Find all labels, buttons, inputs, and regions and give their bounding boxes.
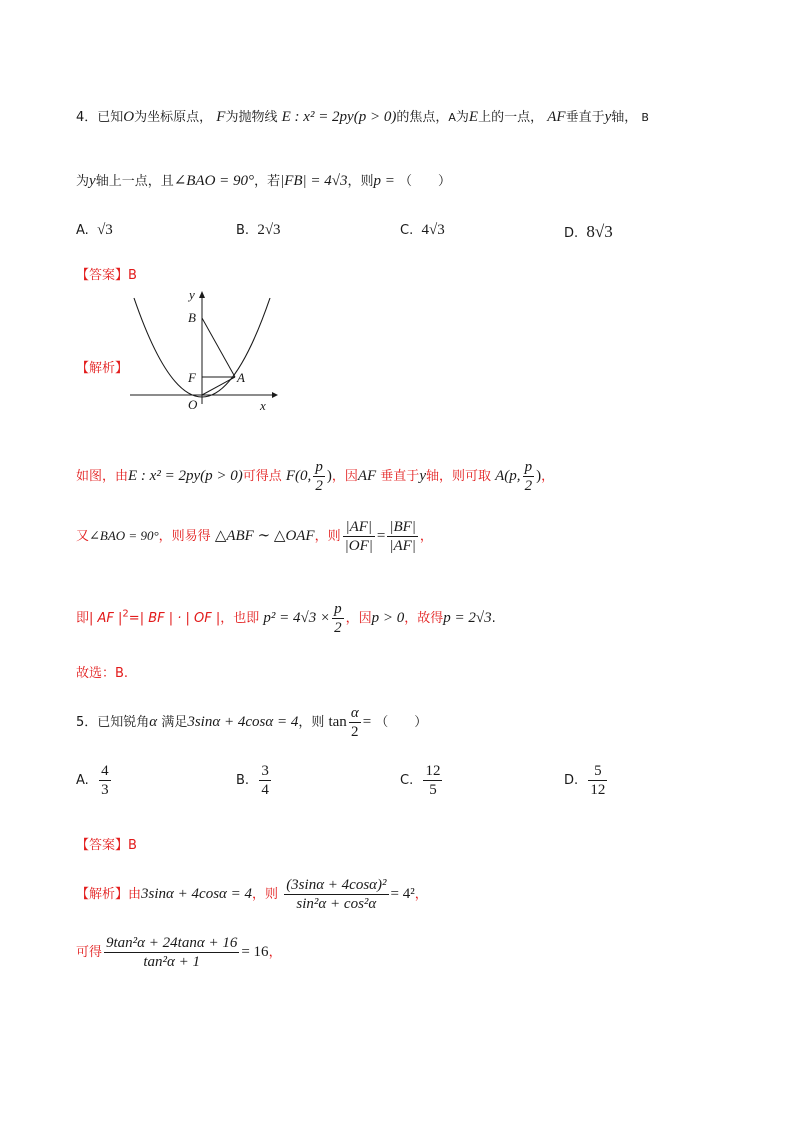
q5-option-b: B. $\frac{3}{4}$ (236, 763, 269, 798)
label-a: A (237, 370, 245, 385)
q4-solution-1: 如图，由E : x² = 2py(p > 0)可得点 F(0, $\frac{p}{2}$ )，因AF 垂直于y轴，则可取 A(p, $\frac{p}{2}$ )， (76, 459, 555, 494)
label-y: y (189, 287, 195, 302)
q4-line-2: 为y轴上一点，且∠BAO = 90°，若|FB| = 4√3，则p = （ ） (76, 173, 452, 189)
q4-answer: 【答案】B (76, 268, 137, 283)
q4-analysis-tag: 【解析】 (76, 361, 129, 376)
label-o: O (188, 397, 198, 412)
segment-ba (202, 318, 235, 377)
segment-oa (202, 377, 235, 395)
q4-option-d: D. 8√3 (564, 222, 613, 241)
x-axis-arrow (272, 392, 278, 398)
q4-choose: 故选：B. (76, 666, 129, 681)
q5-line-1: 5．已知锐角α 满足3sinα + 4cosα = 4，则 tan $\frac{\alpha}{2}$ = （ ） (76, 705, 428, 740)
q4-blank: （ ） (399, 174, 452, 189)
q4-option-c: C. 4√3 (400, 222, 445, 238)
q4-parabola-equation: E : x² = 2py(p > 0) (281, 109, 397, 125)
q4-line-1: 4．已知O为坐标原点， F为抛物线 E : x² = 2py(p > 0)的焦点，A为E上的一点， AF垂直于y轴， B (76, 109, 649, 125)
label-x: x (260, 398, 266, 413)
q4-option-a: A. √3 (76, 222, 113, 238)
q4-angle: ∠BAO = 90° (173, 173, 255, 189)
q4-number: 4． (76, 110, 98, 125)
label-f: F (188, 370, 196, 385)
q5-solution-1: 【解析】由3sinα + 4cosα = 4，则 $\frac{\text{(3sinα + 4cosα)²}}{\text{sin²α + cos²α}}$ = 4²， (76, 877, 428, 912)
q4-solution-2: 又∠BAO = 90°，则易得 △ABF ∼ △OAF，则 $\frac{|AF|}{|OF|}$ = $\frac{|BF|}{|AF|}$ ， (76, 519, 433, 554)
q5-answer: 【答案】B (76, 838, 137, 853)
parabola-figure (126, 286, 286, 414)
q5-number: 5． (76, 715, 98, 730)
q5-equation: 3sinα + 4cosα = 4 (187, 714, 299, 730)
q5-solution-2: 可得 $\frac{\text{9tan²α + 24tanα + 16}}{\text{tan²α + 1}}$ = 16， (76, 935, 282, 970)
y-axis-arrow (199, 291, 205, 298)
label-b: B (188, 310, 196, 325)
q4-solution-3: 即| AF $|^2=|$ BF | · | OF |，也即 p² = 4√3 × $\frac{p}{2}$ ，因p > 0，故得p = 2√3. (76, 601, 496, 636)
q5-option-a: A. $\frac{4}{3}$ (76, 763, 109, 798)
q4-fb-length: |FB| = 4√3 (280, 173, 348, 189)
q5-option-c: C. $\frac{12}{5}$ (400, 763, 441, 798)
q4-option-b: B. 2√3 (236, 222, 281, 238)
q5-blank: （ ） (375, 715, 428, 730)
q5-option-d: D. $\frac{5}{12}$ (564, 763, 606, 798)
